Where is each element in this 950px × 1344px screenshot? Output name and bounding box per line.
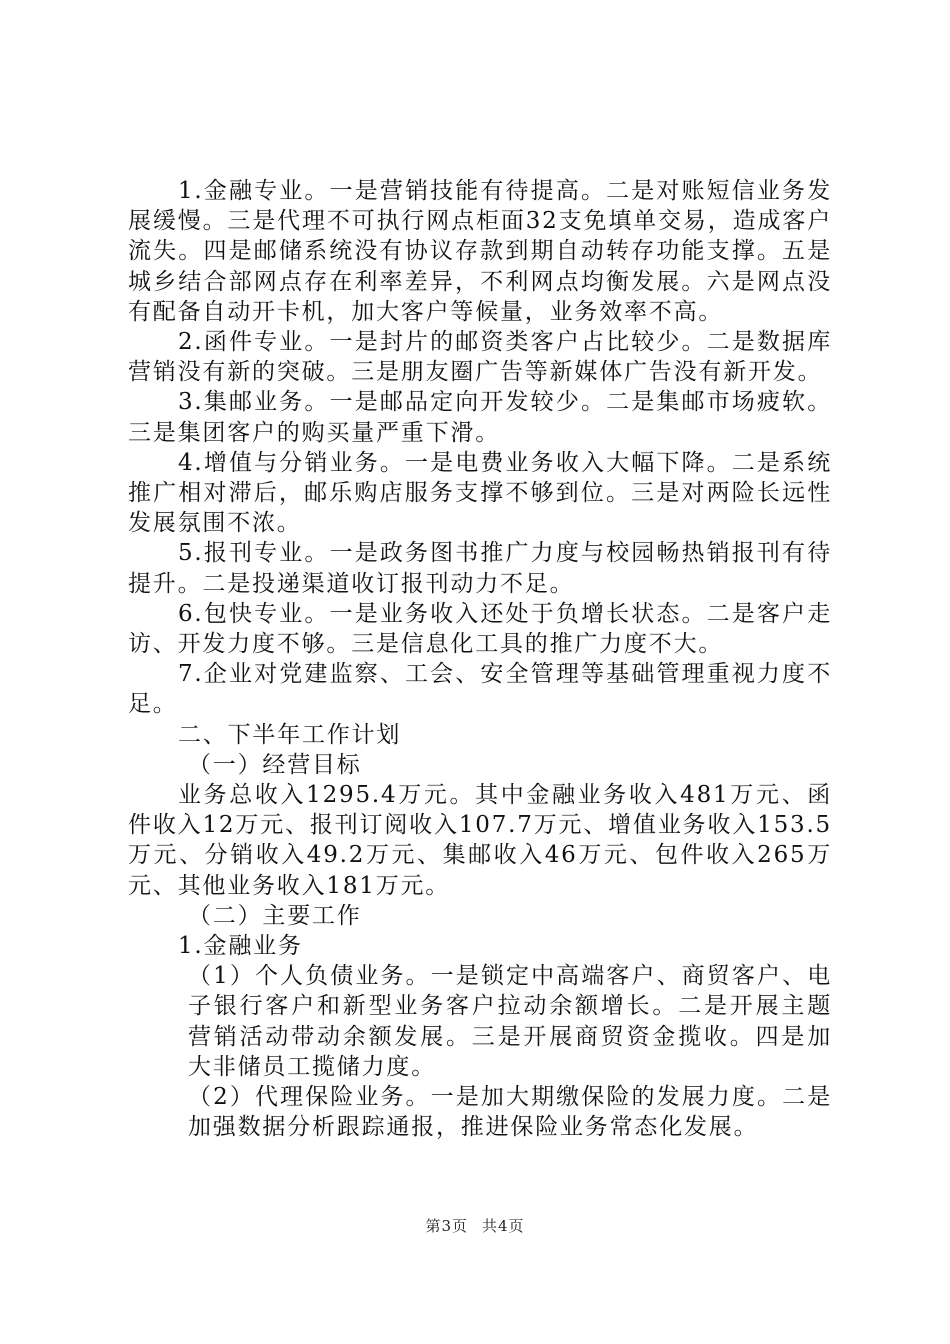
paragraph-revenue-targets: 业务总收入1295.4万元。其中金融业务收入481万元、函件收入12万元、报刊订阅收入107.7万元、增值业务收入153.5万元、分销收入49.2万元、集邮收入46万元、包件收入265万元、其他业务收入181万元。 bbox=[128, 782, 832, 899]
subsection-heading-targets: （一）经营目标 bbox=[188, 751, 362, 778]
paragraph-management-issues: 7.企业对党建监察、工会、安全管理等基础管理重视力度不足。 bbox=[128, 661, 832, 718]
document-body bbox=[128, 176, 832, 1143]
paragraph-insurance-agency: （2）代理保险业务。一是加大期缴保险的发展力度。二是加强数据分析跟踪通报，推进保险业务常态化发展。 bbox=[188, 1084, 832, 1141]
page-total: 共4页 bbox=[482, 1217, 525, 1235]
paragraph-mail-issues: 2.函件专业。一是封片的邮资类客户占比较少。二是数据库营销没有新的突破。三是朋友圈广告等新媒体广告没有新开发。 bbox=[128, 329, 832, 386]
page-number: 第3页 bbox=[425, 1217, 468, 1235]
paragraph-finance-issues: 1.金融专业。一是营销技能有待提高。二是对账短信业务发展缓慢。三是代理不可执行网点柜面32支免填单交易，造成客户流失。四是邮储系统没有协议存款到期自动转存功能支撑。五是城乡结合部网点存在利率差异，不利网点均衡发展。六是网点没有配备自动开卡机，加大客户等候量，业务效率不高。 bbox=[128, 178, 832, 325]
section-heading-work-plan: 二、下半年工作计划 bbox=[178, 721, 402, 748]
paragraph-philately-issues: 3.集邮业务。一是邮品定向开发较少。二是集邮市场疲软。三是集团客户的购买量严重下滑。 bbox=[128, 389, 832, 446]
item-heading-finance: 1.金融业务 bbox=[178, 933, 303, 960]
page-footer bbox=[0, 1216, 950, 1236]
paragraph-personal-liability: （1）个人负债业务。一是锁定中高端客户、商贸客户、电子银行客户和新型业务客户拉动余额增长。二是开展主题营销活动带动余额发展。三是开展商贸资金揽收。四是加大非储员工揽储力度。 bbox=[188, 963, 832, 1080]
paragraph-parcel-issues: 6.包快专业。一是业务收入还处于负增长状态。二是客户走访、开发力度不够。三是信息化工具的推广力度不大。 bbox=[128, 600, 832, 658]
paragraph-value-added-issues: 4.增值与分销业务。一是电费业务收入大幅下降。二是系统推广相对滞后，邮乐购店服务支撑不够到位。三是对两险长远性发展氛围不浓。 bbox=[128, 449, 832, 537]
paragraph-newspaper-issues: 5.报刊专业。一是政务图书推广力度与校园畅热销报刊有待提升。二是投递渠道收订报刊动力不足。 bbox=[128, 540, 832, 597]
subsection-heading-main-work: （二）主要工作 bbox=[188, 902, 362, 929]
